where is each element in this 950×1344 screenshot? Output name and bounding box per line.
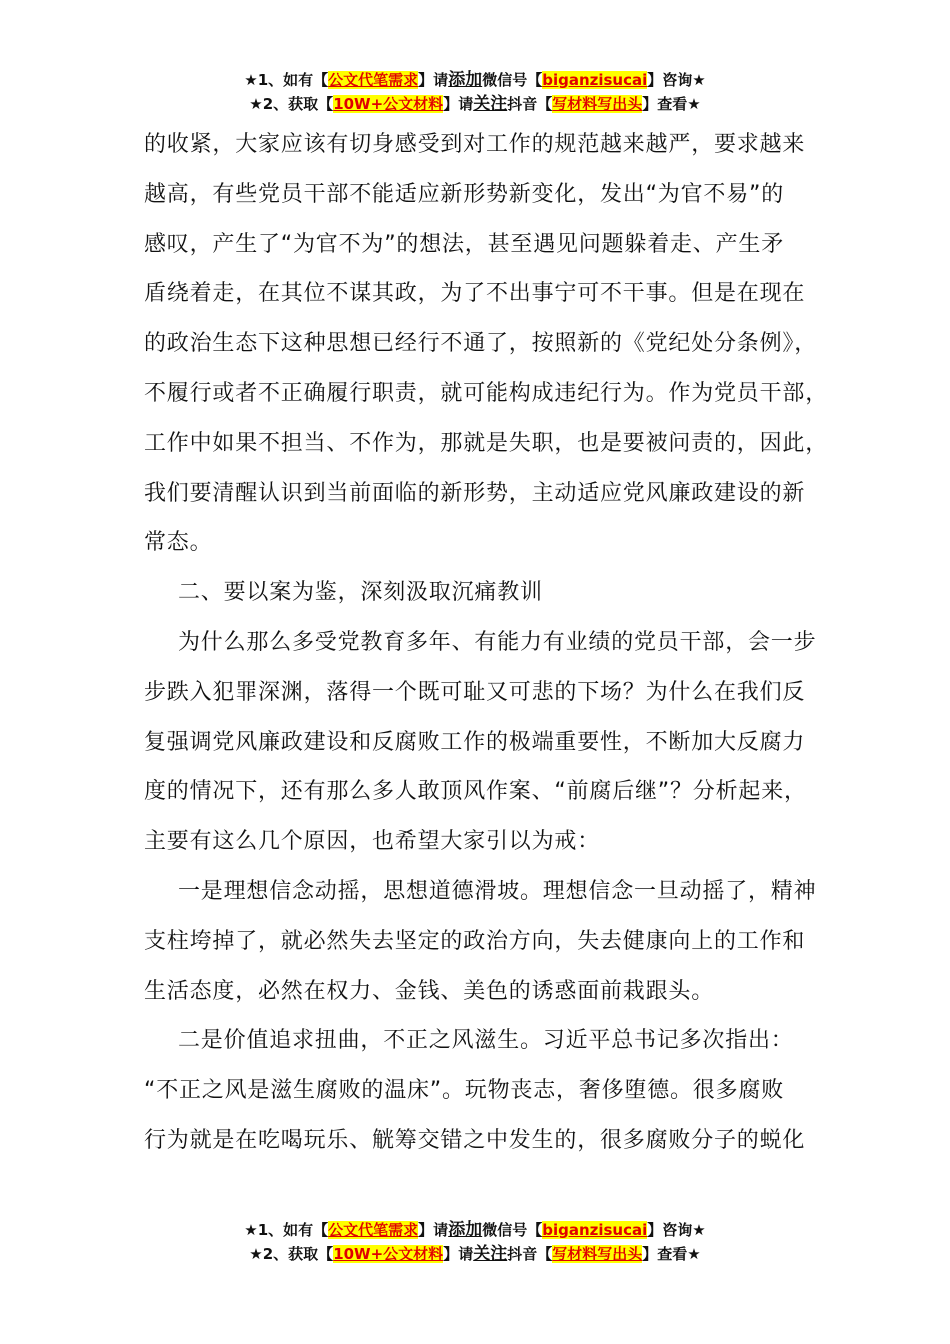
- text-line: 盾绕着走，在其位不谋其政，为了不出事宁可不干事。但是在现在: [144, 281, 806, 307]
- text-line: 生活态度，必然在权力、金钱、美色的诱惑面前栽跟头。: [144, 978, 715, 1004]
- banner-text: 抖音【: [507, 1245, 553, 1263]
- banner-text: ★2、获取【: [249, 95, 334, 113]
- banner-highlight: 公文代笔需求: [328, 1221, 419, 1239]
- text-line: 我们要清醒认识到当前面临的新形势，主动适应党风廉政建设的新: [144, 480, 806, 506]
- text-line: 常态。: [144, 530, 213, 556]
- text-line: 为什么那么多受党教育多年、有能力有业绩的党员干部，会一步: [178, 630, 817, 655]
- banner-highlight: 10W+公文材料: [333, 1245, 444, 1263]
- banner-text: 】请: [443, 1245, 474, 1263]
- banner-text: 微信号【: [482, 71, 543, 89]
- banner-emphasis: 关注: [473, 94, 508, 114]
- banner-text: 】请: [443, 95, 474, 113]
- banner-text: 抖音【: [507, 95, 553, 113]
- banner-row-2: [0, 1242, 950, 1266]
- text-line: 度的情况下，还有那么多人敢顶风作案、“前腐后继”？分析起来，: [144, 779, 807, 805]
- banner-text: 】咨询★: [647, 1221, 706, 1239]
- douyin-id: 写材料写出头: [552, 1245, 643, 1263]
- text-line: 的政治生态下这种思想已经行不通了，按照新的《党纪处分条例》，: [144, 331, 818, 357]
- banner-text: 】请: [418, 71, 449, 89]
- douyin-id: 写材料写出头: [552, 95, 643, 113]
- text-line: 越高，有些党员干部不能适应新形势新变化，发出“为官不易”的: [144, 181, 784, 207]
- banner-text: 】咨询★: [647, 71, 706, 89]
- banner-text: 微信号【: [482, 1221, 543, 1239]
- banner-text: 】查看★: [642, 1245, 701, 1263]
- text-line: 的收紧，大家应该有切身感受到对工作的规范越来越严，要求越来: [144, 132, 806, 157]
- banner-text: 】查看★: [642, 95, 701, 113]
- text-line: 复强调党风廉政建设和反腐败工作的极端重要性，不断加大反腐力: [144, 729, 806, 755]
- text-line: 一是理想信念动摇，思想道德滑坡。理想信念一旦动摇了，精神: [178, 879, 817, 904]
- banner-text: ★1、如有【: [244, 1221, 329, 1239]
- banner-text: 】请: [418, 1221, 449, 1239]
- text-line: 二、要以案为鉴，深刻汲取沉痛教训: [178, 580, 543, 606]
- banner-text: ★2、获取【: [249, 1245, 334, 1263]
- banner-text: ★1、如有【: [244, 71, 329, 89]
- banner-emphasis: 添加: [448, 70, 483, 90]
- text-line: “不正之风是滋生腐败的温床”。玩物丧志，奢侈堕德。很多腐败: [144, 1078, 784, 1104]
- banner-row-2: [0, 92, 950, 116]
- wechat-id: biganzisucai: [542, 71, 648, 89]
- footer-banner: [0, 1218, 950, 1266]
- text-line: 工作中如果不担当、不作为，那就是失职，也是要被问责的，因此，: [144, 430, 829, 456]
- text-line: 感叹，产生了“为官不为”的想法，甚至遇见问题躲着走、产生矛: [144, 231, 784, 257]
- text-line: 不履行或者不正确履行职责，就可能构成违纪行为。作为党员干部，: [144, 381, 829, 406]
- text-line: 行为就是在吃喝玩乐、觥筹交错之中发生的，很多腐败分子的蜕化: [144, 1128, 806, 1153]
- wechat-id: biganzisucai: [542, 1221, 648, 1239]
- text-line: 支柱垮掉了，就必然失去坚定的政治方向，失去健康向上的工作和: [144, 928, 806, 954]
- text-line: 步跌入犯罪深渊，落得一个既可耻又可悲的下场？为什么在我们反: [144, 679, 806, 705]
- text-line: 二是价值追求扭曲，不正之风滋生。习近平总书记多次指出：: [178, 1028, 794, 1054]
- banner-highlight: 10W+公文材料: [333, 95, 444, 113]
- banner-emphasis: 关注: [473, 1244, 508, 1264]
- banner-highlight: 公文代笔需求: [328, 71, 419, 89]
- banner-row-1: [0, 1218, 950, 1242]
- banner-row-1: [0, 68, 950, 92]
- banner-emphasis: 添加: [448, 1220, 483, 1240]
- text-line: 主要有这么几个原因，也希望大家引以为戒：: [144, 829, 601, 855]
- header-banner: [0, 68, 950, 116]
